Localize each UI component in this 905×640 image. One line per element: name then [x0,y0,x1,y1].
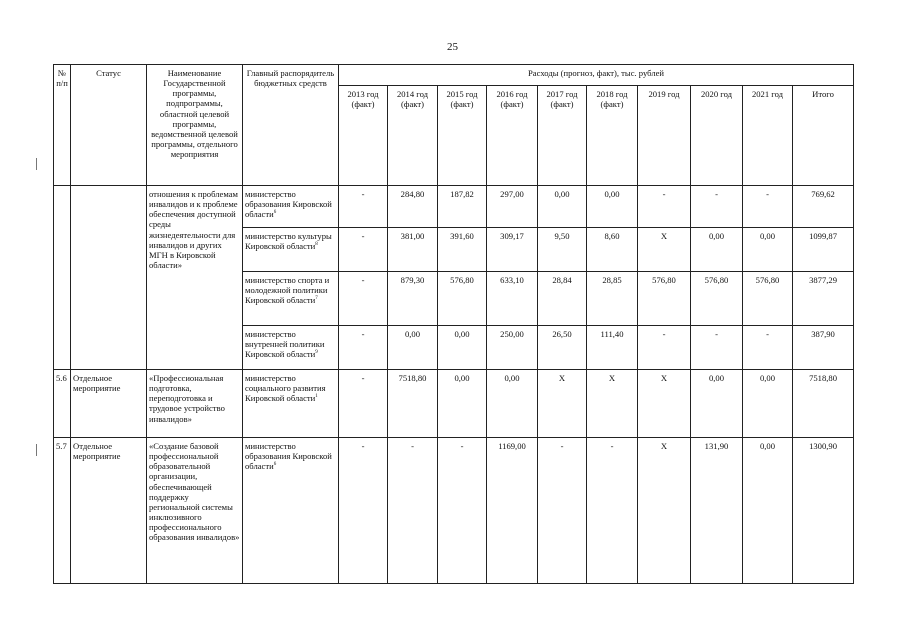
cell-status: Отдельное мероприятие [71,370,147,438]
cell-value: - [339,272,388,326]
cell-value: 28,85 [587,272,638,326]
cell-value: 576,80 [743,272,793,326]
cell-value: - [691,186,743,228]
margin-mark [36,444,37,456]
cell-value: X [638,370,691,438]
cell-value: - [743,186,793,228]
cell-value: - [339,228,388,272]
cell-value: X [587,370,638,438]
header-name: Наименование Государственной программы, подпрограммы, областной целевой программы, ведомственной целевой программы, отдельного мероприятия [147,65,243,186]
cell-value: 0,00 [743,438,793,584]
header-year-2018: 2018 год (факт) [587,86,638,186]
header-total: Итого [793,86,854,186]
cell-value: 0,00 [691,370,743,438]
cell-manager: министерство социального развития Кировской области$^1$ [243,370,339,438]
cell-value: X [638,228,691,272]
cell-value: 297,00 [487,186,538,228]
cell-value: 1169,00 [487,438,538,584]
cell-value: X [638,438,691,584]
cell-value: 576,80 [691,272,743,326]
header-no: № п/п [54,65,71,186]
cell-value: - [743,326,793,370]
cell-value: 879,30 [388,272,438,326]
cell-value: X [538,370,587,438]
cell-value: 187,82 [438,186,487,228]
cell-manager: министерство внутренней политики Кировской области$^9$ [243,326,339,370]
cell-value: 131,90 [691,438,743,584]
cell-value: 391,60 [438,228,487,272]
cell-manager: министерство культуры Кировской области$^8$ [243,228,339,272]
cell-value: - [638,186,691,228]
cell-value: - [339,326,388,370]
header-expenses: Расходы (прогноз, факт), тыс. рублей [339,65,854,86]
cell-value: 0,00 [487,370,538,438]
cell-manager: министерство образования Кировской области$^6$ [243,186,339,228]
cell-value: 576,80 [438,272,487,326]
header-year-2019: 2019 год [638,86,691,186]
page-number: 25 [447,41,458,53]
cell-total: 387,90 [793,326,854,370]
margin-mark [36,158,37,170]
cell-value: 250,00 [487,326,538,370]
cell-name: «Профессиональная подготовка, переподготовка и трудовое устройство инвалидов» [147,370,243,438]
cell-total: 7518,80 [793,370,854,438]
header-year-2017: 2017 год (факт) [538,86,587,186]
cell-value: 28,84 [538,272,587,326]
cell-no: 5.6 [54,370,71,438]
cell-value: - [388,438,438,584]
header-year-2015: 2015 год (факт) [438,86,487,186]
cell-value: 9,50 [538,228,587,272]
cell-value: 576,80 [638,272,691,326]
cell-value: 7518,80 [388,370,438,438]
cell-no [54,186,71,370]
cell-value: - [638,326,691,370]
expenses-table [53,64,854,584]
cell-value: 26,50 [538,326,587,370]
cell-value: 0,00 [743,228,793,272]
cell-total: 1300,90 [793,438,854,584]
cell-name: отношения к проблемам инвалидов и к проблеме обеспечения доступной среды жизнедеятельности для инвалидов и других МГН в Кировской области» [147,186,243,370]
cell-value: - [339,370,388,438]
cell-value: 0,00 [538,186,587,228]
cell-manager: министерство образования Кировской области$^6$ [243,438,339,584]
cell-value: 0,00 [691,228,743,272]
cell-total: 769,62 [793,186,854,228]
cell-status [71,186,147,370]
cell-value: 0,00 [438,370,487,438]
header-year-2014: 2014 год (факт) [388,86,438,186]
table-row [54,438,854,584]
header-year-2013: 2013 год (факт) [339,86,388,186]
cell-value: 284,80 [388,186,438,228]
cell-name: «Создание базовой профессиональной образовательной организации, обеспечивающей поддержку региональной системы инклюзивного профессионального образования инвалидов» [147,438,243,584]
cell-value: 0,00 [388,326,438,370]
header-manager: Главный распорядитель бюджетных средств [243,65,339,186]
cell-value: 8,60 [587,228,638,272]
cell-value: - [339,186,388,228]
header-year-2016: 2016 год (факт) [487,86,538,186]
cell-status: Отдельное мероприятие [71,438,147,584]
header-year-2021: 2021 год [743,86,793,186]
cell-manager: министерство спорта и молодежной политики Кировской области$^7$ [243,272,339,326]
table-row [54,186,854,228]
cell-value: 381,00 [388,228,438,272]
cell-no: 5.7 [54,438,71,584]
cell-value: - [339,438,388,584]
table-row [54,370,854,438]
header-row [54,65,854,86]
header-year-2020: 2020 год [691,86,743,186]
cell-value: - [691,326,743,370]
cell-value: 111,40 [587,326,638,370]
cell-value: - [587,438,638,584]
cell-value: 633,10 [487,272,538,326]
cell-value: - [438,438,487,584]
cell-value: 0,00 [438,326,487,370]
cell-value: - [538,438,587,584]
header-status: Статус [71,65,147,186]
cell-total: 3877,29 [793,272,854,326]
cell-value: 0,00 [587,186,638,228]
cell-value: 309,17 [487,228,538,272]
cell-value: 0,00 [743,370,793,438]
cell-total: 1099,87 [793,228,854,272]
